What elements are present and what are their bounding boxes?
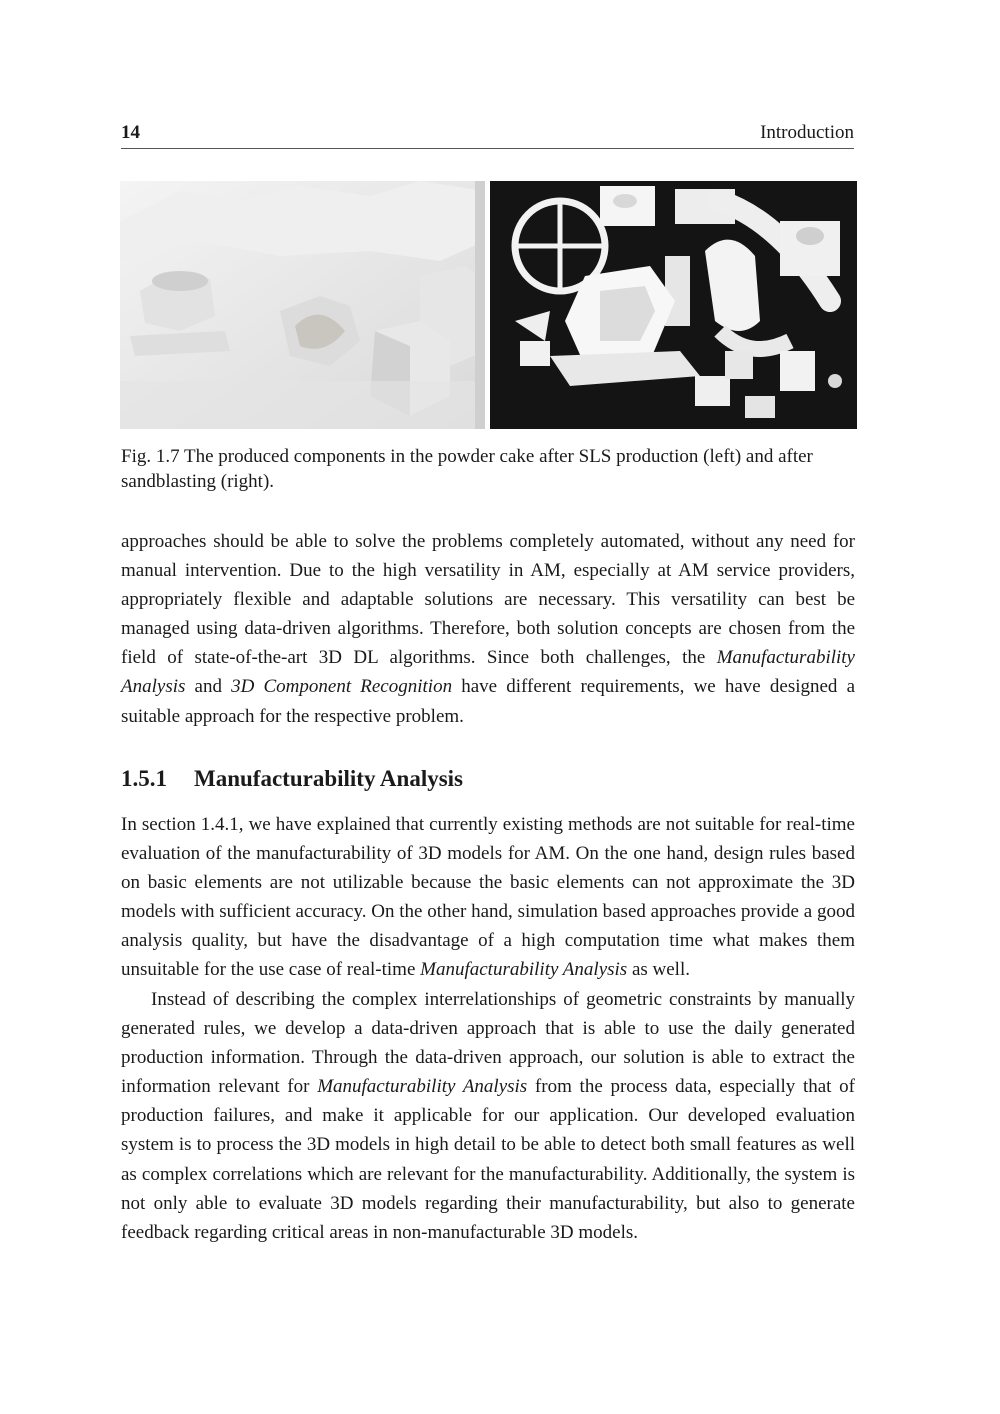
- text-run: from the process data, especially that of production failures, and make it applicable for our application. Our developed evaluation system is to process the 3D models in high detail to be able to detect both small features as well as complex correlations which are relevant for the manufacturability. Additionally, the system is not only able to evaluate 3D models regarding their manufacturability, but also to generate feedback regarding critical areas in non-manufacturable 3D models.: [121, 1076, 855, 1243]
- paragraph: [121, 810, 855, 985]
- text-run: In section 1.4.1, we have explained that currently existing methods are not suitable for real-time evaluation of the manufacturability of 3D models for AM. On the one hand, design rules based on basic elements are not utilizable because the basic elements can not approximate the 3D models with sufficient accuracy. On the other hand, simulation based approaches provide a good analysis quality, but have the disadvantage of a high computation time what makes them unsuitable for the use case of real-time: [121, 814, 855, 981]
- sandblasted-parts-photo: [490, 181, 857, 429]
- running-head: [121, 120, 854, 149]
- figure: [120, 181, 857, 429]
- powder-cake-photo: [120, 181, 485, 429]
- section-heading: [121, 764, 463, 794]
- chapter-title: Introduction: [760, 122, 854, 143]
- paragraph-text: [121, 810, 855, 985]
- text-run: approaches should be able to solve the problems completely automated, without any need for manual intervention. Due to the high versatility in AM, especially at AM service providers, appropriately flexible and adaptable solutions are necessary. This versatility can best be managed using data-driven algorithms. Therefore, both solution concepts are chosen from the field of state-of-the-art 3D DL algorithms. Since both challenges, the: [121, 531, 855, 669]
- emphasis: Manufacturability Analysis: [317, 1076, 528, 1098]
- text-run: and: [185, 676, 232, 698]
- paragraph: [121, 985, 855, 1247]
- text-run: Instead of describing the complex interrelationships of geometric constraints by manually generated rules, we develop a data-driven approach that is able to use the daily generated production information. Through the data-driven approach, our solution is able to extract the information relevant for: [121, 989, 855, 1098]
- figure-caption: Fig. 1.7 The produced components in the powder cake after SLS production (left) and after sandblasting (right).: [121, 446, 813, 492]
- paragraph: [121, 527, 855, 731]
- paragraph-text: [121, 527, 855, 731]
- emphasis: 3D Component Recognition: [231, 676, 453, 698]
- section-number: 1.5.1: [121, 766, 167, 791]
- text-run: as well.: [627, 959, 690, 981]
- emphasis: Manufacturability Analysis: [121, 647, 855, 698]
- page-number: 14: [121, 122, 140, 143]
- text-run: have different requirements, we have designed a suitable approach for the respective problem.: [121, 676, 856, 727]
- section-title: Manufacturability Analysis: [194, 766, 464, 791]
- paragraph-text: [121, 985, 855, 1247]
- emphasis: Manufacturability Analysis: [420, 959, 628, 981]
